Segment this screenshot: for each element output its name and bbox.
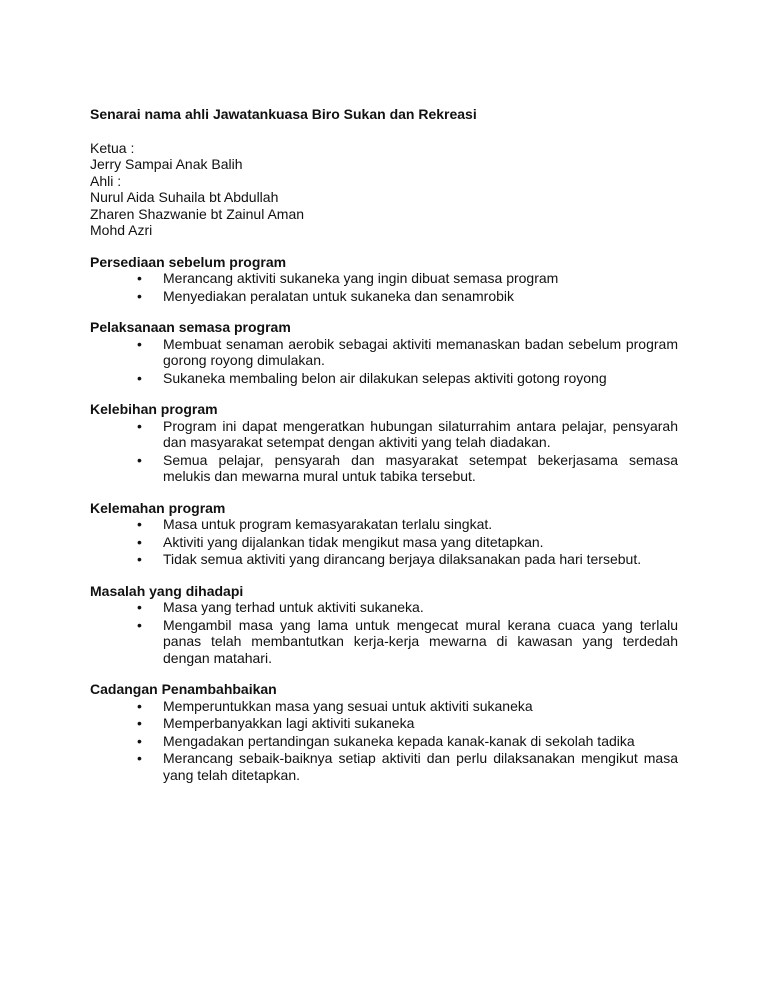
list-item xyxy=(90,516,678,533)
bullet-list xyxy=(90,418,678,485)
list-item-text: Membuat senaman aerobik sebagai aktiviti memanaskan badan sebelum program gorong royong dimulakan. xyxy=(163,335,678,368)
list-item-text: Masa yang terhad untuk aktiviti sukaneka. xyxy=(163,599,424,615)
list-item xyxy=(90,698,678,715)
list-item xyxy=(90,534,678,551)
bullet-icon: • xyxy=(137,697,142,714)
list-item-text: Aktiviti yang dijalankan tidak mengikut masa yang ditetapkan. xyxy=(163,533,544,550)
bullet-icon: • xyxy=(137,369,142,386)
member-line: Nurul Aida Suhaila bt Abdullah xyxy=(90,189,279,205)
bullet-icon: • xyxy=(137,599,142,615)
list-item xyxy=(90,418,678,451)
list-item-text: Sukaneka membaling belon air dilakukan selepas aktiviti gotong royong xyxy=(163,369,607,386)
list-item xyxy=(90,452,678,485)
section-heading: Kelemahan program xyxy=(90,499,226,516)
bullet-list xyxy=(90,599,678,666)
bullet-list xyxy=(90,516,678,568)
bullet-icon: • xyxy=(137,715,142,731)
list-item-text: Memperbanyakkan lagi aktiviti sukaneka xyxy=(163,715,415,731)
section-heading: Pelaksanaan semasa program xyxy=(90,319,291,335)
section-heading: Persediaan sebelum program xyxy=(90,253,287,270)
list-item xyxy=(90,733,678,750)
member-line: Ahli : xyxy=(90,172,122,189)
list-item xyxy=(90,599,678,616)
committee-members xyxy=(90,140,678,239)
document-page xyxy=(90,106,678,784)
section-persediaan xyxy=(90,254,678,305)
list-item xyxy=(90,617,678,667)
document-title: Senarai nama ahli Jawatankuasa Biro Sukan dan Rekreasi xyxy=(90,106,477,122)
member-line: Mohd Azri xyxy=(90,222,153,238)
list-item-text: Mengadakan pertandingan sukaneka kepada kanak-kanak di sekolah tadika xyxy=(163,732,635,749)
bullet-list xyxy=(90,336,678,387)
bullet-icon: • xyxy=(137,533,142,550)
bullet-icon: • xyxy=(137,287,142,304)
member-line: Jerry Sampai Anak Balih xyxy=(90,156,243,172)
bullet-icon: • xyxy=(137,270,142,286)
bullet-icon: • xyxy=(137,551,142,567)
list-item xyxy=(90,715,678,732)
list-item xyxy=(90,270,678,287)
list-item-text: Memperuntukkan masa yang sesuai untuk aktiviti sukaneka xyxy=(163,697,533,714)
member-line: Zharen Shazwanie bt Zainul Aman xyxy=(90,205,305,222)
list-item-text: Menyediakan peralatan untuk sukaneka dan senamrobik xyxy=(163,287,515,304)
bullet-list xyxy=(90,270,678,304)
section-masalah xyxy=(90,583,678,667)
bullet-icon: • xyxy=(137,335,142,352)
bullet-list xyxy=(90,698,678,784)
section-heading: Masalah yang dihadapi xyxy=(90,582,244,599)
list-item xyxy=(90,551,678,568)
list-item-text: Masa untuk program kemasyarakatan terlalu singkat. xyxy=(163,516,493,532)
list-item-text: Merancang aktiviti sukaneka yang ingin dibuat semasa program xyxy=(163,270,559,286)
list-item xyxy=(90,288,678,305)
bullet-icon: • xyxy=(137,616,142,633)
section-kelemahan xyxy=(90,500,678,568)
bullet-icon: • xyxy=(137,451,142,468)
member-line: Ketua : xyxy=(90,139,135,156)
section-kelebihan xyxy=(90,401,678,485)
list-item-text: Program ini dapat mengeratkan hubungan silaturrahim antara pelajar, pensyarah dan masyarakat setempat dengan aktiviti yang telah diadakan. xyxy=(163,417,678,450)
section-cadangan xyxy=(90,681,678,783)
list-item xyxy=(90,370,678,387)
bullet-icon: • xyxy=(137,516,142,532)
bullet-icon: • xyxy=(137,750,142,766)
bullet-icon: • xyxy=(137,417,142,434)
list-item xyxy=(90,336,678,369)
list-item-text: Mengambil masa yang lama untuk mengecat mural kerana cuaca yang terlalu panas telah membantutkan kerja-kerja mewarna di kawasan yang terdedah dengan matahari. xyxy=(163,616,678,666)
list-item-text: Semua pelajar, pensyarah dan masyarakat setempat bekerjasama semasa melukis dan mewarna mural untuk tabika tersebut. xyxy=(163,451,678,484)
bullet-icon: • xyxy=(137,732,142,749)
section-pelaksanaan xyxy=(90,319,678,386)
list-item-text: Merancang sebaik-baiknya setiap aktiviti dan perlu dilaksanakan mengikut masa yang telah ditetapkan. xyxy=(163,750,678,783)
section-heading: Cadangan Penambahbaikan xyxy=(90,681,277,697)
list-item-text: Tidak semua aktiviti yang dirancang berjaya dilaksanakan pada hari tersebut. xyxy=(163,551,642,567)
section-heading: Kelebihan program xyxy=(90,401,218,417)
list-item xyxy=(90,750,678,783)
